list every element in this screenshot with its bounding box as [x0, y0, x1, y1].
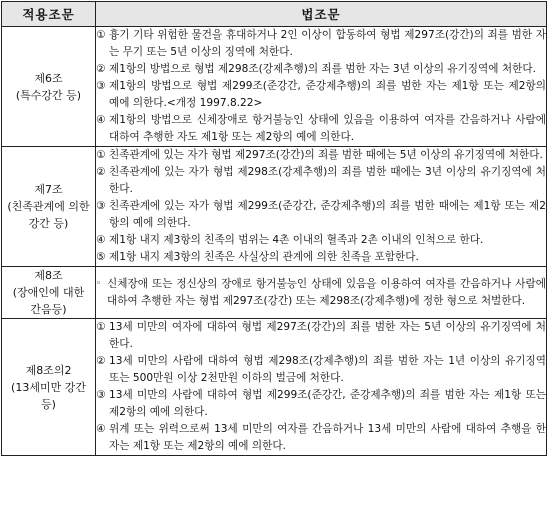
clause-number: ③ [96, 200, 106, 212]
article-name-cell [2, 267, 96, 319]
clause-text: 위계 또는 위력으로써 13세 미만의 여자를 간음하거나 13세 미만의 사람에 대하여 추행을 한 자는 제1항 또는 제2항의 예에 의한다. [109, 423, 546, 452]
clause-item [96, 276, 546, 310]
clause-item [96, 232, 546, 249]
clause-item [96, 61, 546, 78]
article-name-line: 간음등) [30, 303, 67, 316]
clause-item [96, 421, 546, 455]
clause-text: 13세 미만의 사람에 대하여 형법 제299조(준강간, 준강제추행)의 죄를 범한 자는 제1항 또는 제2항의 예에 의한다. [109, 389, 546, 418]
clause-item [96, 147, 546, 164]
clause-number: ① [96, 321, 106, 333]
article-name-cell [2, 147, 96, 267]
clause-number: ① [96, 149, 106, 161]
clause-text: 13세 미만의 사람에 대하여 형법 제298조(강제추행)의 죄를 범한 자는 1년 이상의 유기징역 또는 500만원 이상 2천만원 이하의 벌금에 처한다. [109, 355, 546, 384]
clause-item [96, 198, 546, 232]
article-name-line: 제6조 [34, 71, 63, 85]
article-name-line: (친족관계에 의한 [7, 200, 90, 213]
clause-number: ① [96, 29, 106, 41]
law-table-body [2, 27, 547, 456]
clause-item [96, 78, 546, 112]
clause-number: ② [96, 166, 106, 178]
article-name-line: 제8조 [34, 269, 63, 282]
clause-number: ◦ [96, 278, 102, 289]
clause-text: 제1항 내지 제3항의 친족은 사실상의 관계에 의한 친족을 포함한다. [109, 251, 419, 263]
clause-number: ④ [96, 234, 106, 246]
clause-number: ④ [96, 114, 106, 126]
article-name-line: 강간 등) [28, 217, 69, 230]
table-row [2, 319, 547, 456]
clause-item [96, 353, 546, 387]
table-row [2, 27, 547, 147]
article-name-line: (장애인에 대한 [12, 286, 85, 299]
table-row [2, 267, 547, 319]
clause-text: 친족관계에 있는 자가 형법 제298조(강제추행)의 죄를 범한 때에는 3년 이상의 유기징역에 처한다. [109, 166, 546, 195]
article-name-cell [2, 319, 96, 456]
clause-item [96, 164, 546, 198]
clause-text: 제1항의 방법으로 신체장애로 항거불능인 상태에 있음을 이용하여 여자를 간음하거나 사람에 대하여 추행한 자도 제1항 또는 제2항의 예에 의한다. [109, 114, 546, 143]
clause-number: ③ [96, 389, 106, 401]
law-table [1, 1, 547, 456]
table-row [2, 147, 547, 267]
clause-number: ⑤ [96, 251, 106, 263]
article-name-line: (13세미만 강간 [11, 380, 86, 394]
clause-item [96, 27, 546, 61]
clause-text: 흉기 기타 위험한 물건을 휴대하거나 2인 이상이 합동하여 형법 제297조(강간)의 죄를 범한 자는 무기 또는 5년 이상의 징역에 처한다. [109, 29, 546, 58]
clause-text: 제1항의 방법으로 형법 제298조(강제추행)의 죄를 범한 자는 3년 이상의 유기징역에 처한다. [109, 63, 536, 75]
clause-number: ② [96, 355, 106, 367]
header-law-text: 법조문 [96, 2, 547, 27]
clause-number: ④ [96, 423, 106, 435]
law-text-cell [96, 27, 547, 147]
clause-item [96, 319, 546, 353]
article-name-line: 제7조 [34, 183, 63, 196]
clause-item [96, 112, 546, 146]
clause-number: ③ [96, 80, 106, 92]
header-applicable-article: 적용조문 [2, 2, 96, 27]
clause-text: 신체장애 또는 정신상의 장애로 항거불능인 상태에 있음을 이용하여 여자를 간음하거나 사람에 대하여 추행한 자는 형법 제297조(강간) 또는 제298조(강제추행)에 정한 형으로 처벌한다. [107, 277, 546, 307]
clause-number: ② [96, 63, 106, 75]
clause-item [96, 249, 546, 266]
clause-text: 제1항 내지 제3항의 친족의 범위는 4촌 이내의 혈족과 2촌 이내의 인척으로 한다. [109, 234, 484, 246]
clause-text: 제1항의 방법으로 형법 제299조(준강간, 준강제추행)의 죄를 범한 자는 제1항 또는 제2항의 예에 의한다.<개정 1997.8.22> [109, 80, 546, 109]
article-name-cell [2, 27, 96, 147]
law-text-cell [96, 319, 547, 456]
law-text-cell [96, 147, 547, 267]
clause-item [96, 387, 546, 421]
article-name-line: (특수강간 등) [15, 88, 82, 102]
clause-text: 친족관계에 있는 자가 형법 제297조(강간)의 죄를 범한 때에는 5년 이상의 유기징역에 처한다. [109, 149, 543, 161]
clause-text: 친족관계에 있는 자가 형법 제299조(준강간, 준강제추행)의 죄를 범한 때에는 제1항 또는 제2항의 예에 의한다. [109, 200, 546, 229]
law-text-cell [96, 267, 547, 319]
article-name-line: 등) [41, 397, 56, 411]
article-name-line: 제8조의2 [25, 363, 72, 377]
clause-text: 13세 미만의 여자에 대하여 형법 제297조(강간)의 죄를 범한 자는 5년 이상의 유기징역에 처한다. [109, 321, 546, 350]
header-row [2, 2, 547, 27]
